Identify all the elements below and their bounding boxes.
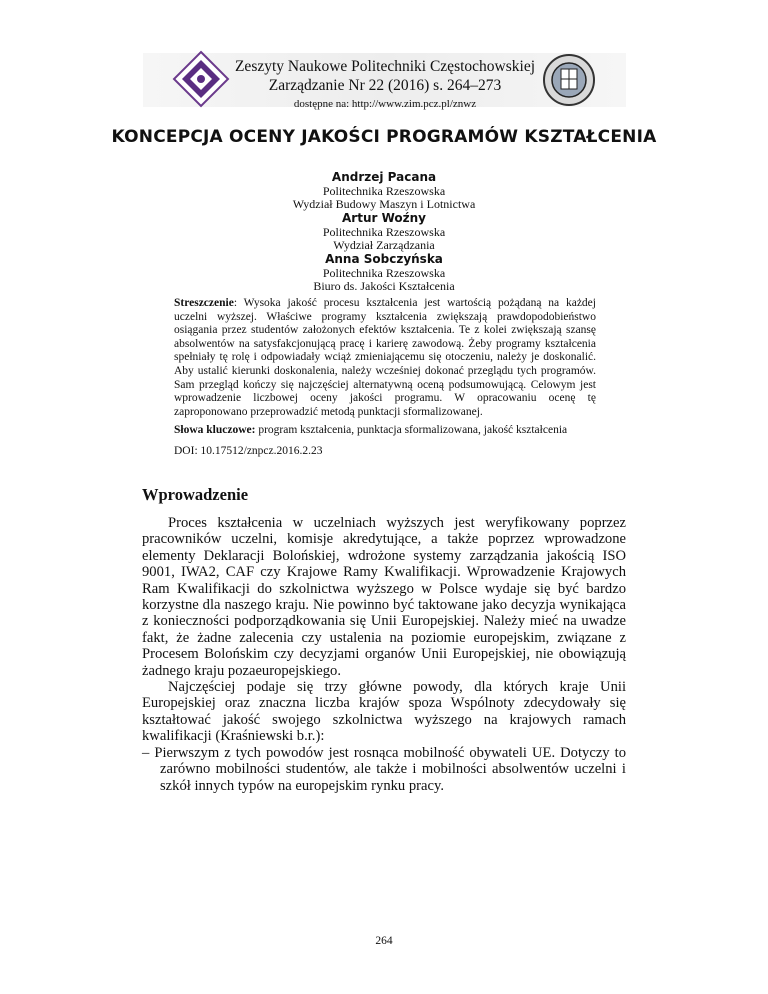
author-affiliation: Politechnika Rzeszowska [322,225,446,239]
author-3 [0,252,768,293]
abstract-text: : Wysoka jakość procesu kształcenia jest wartością pożądaną na każdej uczelni wyższej. Właściwe programy kształcenia zwiększają prawdopodobieństwo osiągania przez studentów założonych efektów kształcenia. Te z kolei zwiększają szansę absolwentów na satysfakcjonującą pracę i karierę zawodową. Żeby programy kształcenia spełniały tę rolę i odpowiadały wciąż zmieniającemu się otoczeniu, należy je doskonalić. Aby ustalić kierunki doskonalenia, należy wcześniej dokonać przeglądu tych programów. Sam przegląd kończy się najczęściej alternatywną oceną podsumowującą. Celowym jest wprowadzenie liczbowej oceny jakości programu. W opracowaniu ocenę tę zaproponowano przeprowadzić metodą punktacji sformalizowanej. [174,297,596,418]
keywords-label: Słowa kluczowe: [174,424,256,436]
author-affiliation: Politechnika Rzeszowska [322,266,446,280]
author-name: Andrzej Pacana [331,170,437,184]
author-department: Biuro ds. Jakości Kształcenia [313,279,455,293]
reasons-list [142,745,626,794]
doi[interactable]: DOI: 10.17512/znpcz.2016.2.23 [174,445,323,457]
journal-info [230,57,540,112]
keywords-text: program kształcenia, punktacja sformalizowana, jakość kształcenia [255,424,568,436]
journal-url[interactable]: dostępne na: http://www.zim.pcz.pl/znwz [293,98,477,110]
section-heading: Wprowadzenie [142,485,249,504]
body-text [142,515,626,794]
list-item: – Pierwszym z tych powodów jest rosnąca mobilność obywateli UE. Dotyczy to zarówno mobilności studentów, ale także i mobilności absolwentów uczelni i szkół innych typów na europejskim rynku pracy. [142,744,626,794]
paper-title: KONCEPCJA OCENY JAKOŚCI PROGRAMÓW KSZTAŁCENIA [111,127,657,147]
authors-block [0,170,768,293]
faculty-logo [172,50,230,108]
university-crest-logo [540,52,598,108]
author-2 [0,211,768,252]
paragraph: Proces kształcenia w uczelniach wyższych jest weryfikowany poprzez pracowników uczelni, komisje akredytujące, a także poprzez wprowadzone elementy Deklaracji Bolońskiej, wdrożone systemy zarządzania jakością ISO 9001, IWA2, CAF czy Krajowe Ramy Kwalifikacji. Wprowadzenie Krajowych Ram Kwalifikacji do szkolnictwa wyższego w Polsce wydaje się być bardzo korzystne dla naszego kraju. Nie powinno być taktowane jako decyzja wynikająca z konieczności podporządkowania się Unii Europejskiej. Należy mieć na uwadze fakt, że żadne zalecenia czy ustalenia na poziomie europejskim, związane z Procesem Bolońskim czy decyzjami organów Unii Europejskiej, nie obowiązują żadnego kraju pozaeuropejskiego. [142,515,626,679]
author-department: Wydział Budowy Maszyn i Lotnictwa [292,197,476,211]
paragraph: Najczęściej podaje się trzy główne powody, dla których kraje Unii Europejskiej oraz znaczna liczba krajów spoza Wspólnoty zdecydowały się kształtować jakość swojego szkolnictwa wyższego na krajowych ramach kwalifikacji (Kraśniewski b.r.): [142,679,626,745]
author-name: Artur Woźny [342,211,426,225]
page-number: 264 [375,935,393,947]
keywords [174,423,596,437]
journal-issue: Zarządzanie Nr 22 (2016) s. 264–273 [268,77,502,94]
author-affiliation: Politechnika Rzeszowska [322,184,446,198]
author-department: Wydział Zarządzania [333,238,435,252]
journal-name: Zeszyty Naukowe Politechniki Częstochowskiej [234,58,536,75]
abstract [174,297,596,419]
abstract-label: Streszczenie [174,297,234,309]
author-1 [0,170,768,211]
author-name: Anna Sobczyńska [325,252,443,266]
